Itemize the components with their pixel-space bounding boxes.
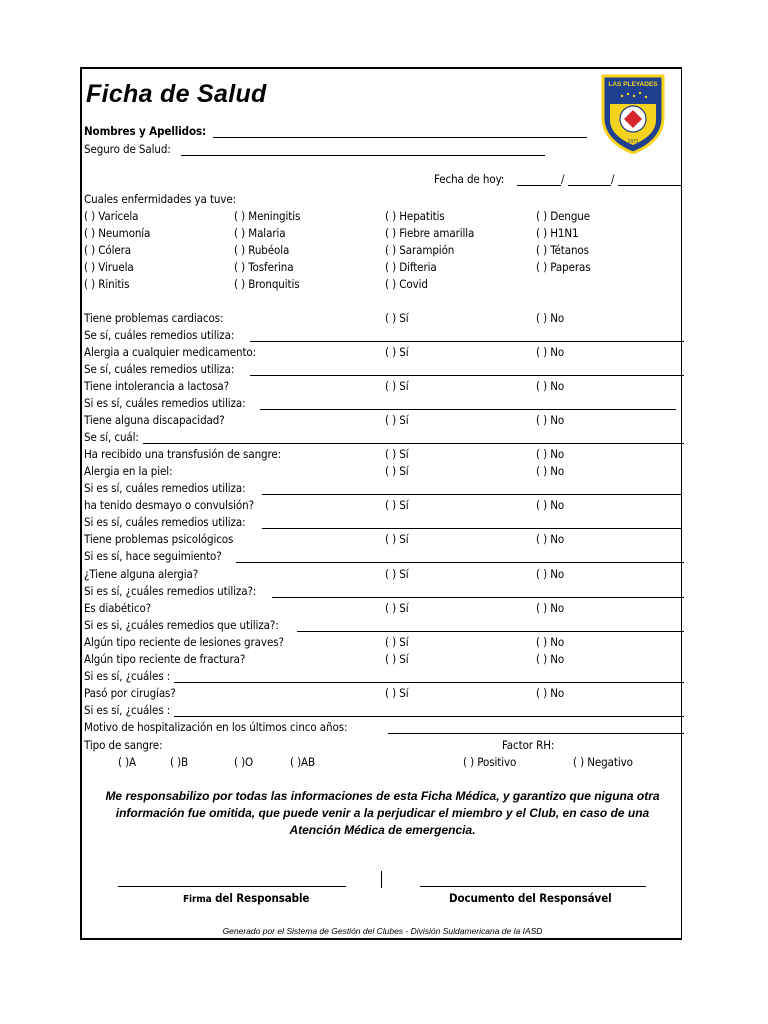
answer-line[interactable] xyxy=(250,375,684,376)
question-label: ha tenido desmayo o convulsión? xyxy=(84,498,254,512)
logo-year: 1971 xyxy=(627,139,639,145)
answer-line[interactable] xyxy=(297,631,684,632)
question-label: ¿Tiene alguna alergia? xyxy=(84,567,199,581)
question-label: Tiene problemas cardiacos: xyxy=(84,311,224,325)
no-option[interactable]: ( ) No xyxy=(536,345,565,359)
page-title: Ficha de Salud xyxy=(86,80,267,108)
disease-option[interactable]: ( ) Viruela xyxy=(84,260,134,274)
yes-option[interactable]: ( ) Sí xyxy=(385,498,409,512)
answer-line[interactable] xyxy=(250,341,684,342)
question-label: Si es sí, hace seguimiento? xyxy=(84,549,222,563)
yes-option[interactable]: ( ) Sí xyxy=(385,635,409,649)
question-label: Tiene alguna discapacidad? xyxy=(84,413,225,427)
date-separator: / xyxy=(611,172,615,186)
disease-option[interactable]: ( ) Malaria xyxy=(234,226,286,240)
answer-line[interactable] xyxy=(174,682,684,683)
question-label: Se sí, cuáles remedios utiliza: xyxy=(84,328,235,342)
question-label: Es diabético? xyxy=(84,601,152,615)
rh-option[interactable]: ( ) Positivo xyxy=(463,755,517,769)
question-label: Tiene intolerancia a lactosa? xyxy=(84,379,230,393)
yes-option[interactable]: ( ) Sí xyxy=(385,464,409,478)
rh-factor-label: Factor RH: xyxy=(502,738,555,752)
disease-option[interactable]: ( ) Covid xyxy=(385,277,428,291)
club-shield-logo xyxy=(600,74,666,154)
yes-option[interactable]: ( ) Sí xyxy=(385,601,409,615)
disease-option[interactable]: ( ) Rinitis xyxy=(84,277,130,291)
blood-type-option[interactable]: ( )B xyxy=(170,755,189,769)
disease-option[interactable]: ( ) Rubéola xyxy=(234,243,290,257)
question-label: Alergia en la piel: xyxy=(84,464,173,478)
insurance-line[interactable] xyxy=(181,155,545,156)
disease-option[interactable]: ( ) Tétanos xyxy=(536,243,589,257)
divider xyxy=(381,871,382,888)
rh-option[interactable]: ( ) Negativo xyxy=(573,755,633,769)
signature-line[interactable] xyxy=(118,886,346,887)
footer-text: Generado por el Sistema de Gestión del Clubes - División Suldamericana de la IASD xyxy=(222,926,543,936)
question-label: Si es si, ¿cuáles remedios que utiliza?: xyxy=(84,618,279,632)
question-label: Pasó por cirugías? xyxy=(84,686,176,700)
no-option[interactable]: ( ) No xyxy=(536,686,565,700)
no-option[interactable]: ( ) No xyxy=(536,498,565,512)
question-label: Si es sí, cuáles remedios utiliza: xyxy=(84,515,246,529)
question-label: Tiene problemas psicológicos xyxy=(84,532,234,546)
disease-option[interactable]: ( ) H1N1 xyxy=(536,226,579,240)
disease-option[interactable]: ( ) Sarampión xyxy=(385,243,455,257)
no-option[interactable]: ( ) No xyxy=(536,447,565,461)
blood-type-option[interactable]: ( )AB xyxy=(290,755,316,769)
hospitalization-line[interactable] xyxy=(388,733,684,734)
no-option[interactable]: ( ) No xyxy=(536,652,565,666)
disease-option[interactable]: ( ) Neumonía xyxy=(84,226,151,240)
document-line[interactable] xyxy=(420,886,646,887)
no-option[interactable]: ( ) No xyxy=(536,311,565,325)
yes-option[interactable]: ( ) Sí xyxy=(385,345,409,359)
date-day-line[interactable] xyxy=(517,185,561,186)
answer-line[interactable] xyxy=(174,716,684,717)
disease-option[interactable]: ( ) Bronquitis xyxy=(234,277,300,291)
no-option[interactable]: ( ) No xyxy=(536,532,565,546)
signature-label xyxy=(183,891,309,907)
disease-option[interactable]: ( ) Cólera xyxy=(84,243,132,257)
yes-option[interactable]: ( ) Sí xyxy=(385,652,409,666)
signature-label-rest: del Responsable xyxy=(211,891,310,905)
answer-line[interactable] xyxy=(272,597,684,598)
date-separator: / xyxy=(561,172,565,186)
disease-option[interactable]: ( ) Paperas xyxy=(536,260,591,274)
hospitalization-label: Motivo de hospitalización en los últimos cinco años: xyxy=(84,720,348,734)
no-option[interactable]: ( ) No xyxy=(536,413,565,427)
names-line[interactable] xyxy=(213,137,587,138)
diseases-heading: Cuales enfermidades ya tuve: xyxy=(84,192,237,206)
disease-option[interactable]: ( ) Difteria xyxy=(385,260,437,274)
question-label: Si es sí, ¿cuáles : xyxy=(84,703,171,717)
yes-option[interactable]: ( ) Sí xyxy=(385,686,409,700)
no-option[interactable]: ( ) No xyxy=(536,635,565,649)
signature-label-bold: Firma xyxy=(183,894,212,905)
disease-option[interactable]: ( ) Tosferina xyxy=(234,260,294,274)
date-month-line[interactable] xyxy=(568,185,611,186)
document-label: Documento del Responsável xyxy=(449,891,612,905)
question-label: Se sí, cuál: xyxy=(84,430,139,444)
answer-line[interactable] xyxy=(143,443,684,444)
answer-line[interactable] xyxy=(236,562,684,563)
answer-line[interactable] xyxy=(262,528,682,529)
question-label: Si es sí, ¿cuáles remedios utiliza?: xyxy=(84,584,257,598)
date-year-line[interactable] xyxy=(618,185,681,186)
yes-option[interactable]: ( ) Sí xyxy=(385,413,409,427)
disease-option[interactable]: ( ) Hepatitis xyxy=(385,209,445,223)
question-label: Ha recibido una transfusión de sangre: xyxy=(84,447,282,461)
answer-line[interactable] xyxy=(262,494,682,495)
yes-option[interactable]: ( ) Sí xyxy=(385,311,409,325)
question-label: Alergia a cualquier medicamento: xyxy=(84,345,257,359)
question-label: Algún tipo reciente de fractura? xyxy=(84,652,246,666)
no-option[interactable]: ( ) No xyxy=(536,567,565,581)
answer-line[interactable] xyxy=(260,409,676,410)
disease-option[interactable]: ( ) Meningitis xyxy=(234,209,301,223)
question-label: Si es sí, ¿cuáles : xyxy=(84,669,171,683)
names-label: Nombres y Apellidos: xyxy=(84,124,207,138)
yes-option[interactable]: ( ) Sí xyxy=(385,532,409,546)
yes-option[interactable]: ( ) Sí xyxy=(385,447,409,461)
disease-option[interactable]: ( ) Fiebre amarilla xyxy=(385,226,475,240)
no-option[interactable]: ( ) No xyxy=(536,601,565,615)
yes-option[interactable]: ( ) Sí xyxy=(385,567,409,581)
question-label: Algún tipo reciente de lesiones graves? xyxy=(84,635,284,649)
declaration-text: Me responsabilizo por todas las informaciones de esta Ficha Médica, y garantizo que niguna otra información fue omitida, que puede venir a la perjudicar el miembro y el Club, en caso de una Atención Médica de emergencia. xyxy=(105,789,660,837)
blood-type-option[interactable]: ( )A xyxy=(118,755,137,769)
question-label: Se sí, cuáles remedios utiliza: xyxy=(84,362,235,376)
question-label: Si es sí, cuáles remedios utiliza: xyxy=(84,481,246,495)
date-label: Fecha de hoy: xyxy=(434,172,505,186)
logo-text: LAS PLEYADES xyxy=(608,81,658,88)
disease-option[interactable]: ( ) Dengue xyxy=(536,209,591,223)
no-option[interactable]: ( ) No xyxy=(536,464,565,478)
yes-option[interactable]: ( ) Sí xyxy=(385,379,409,393)
blood-type-option[interactable]: ( )O xyxy=(234,755,254,769)
blood-type-label: Tipo de sangre: xyxy=(84,738,163,752)
no-option[interactable]: ( ) No xyxy=(536,379,565,393)
insurance-label: Seguro de Salud: xyxy=(84,142,171,156)
question-label: Si es sí, cuáles remedios utiliza: xyxy=(84,396,246,410)
disease-option[interactable]: ( ) Varicela xyxy=(84,209,139,223)
